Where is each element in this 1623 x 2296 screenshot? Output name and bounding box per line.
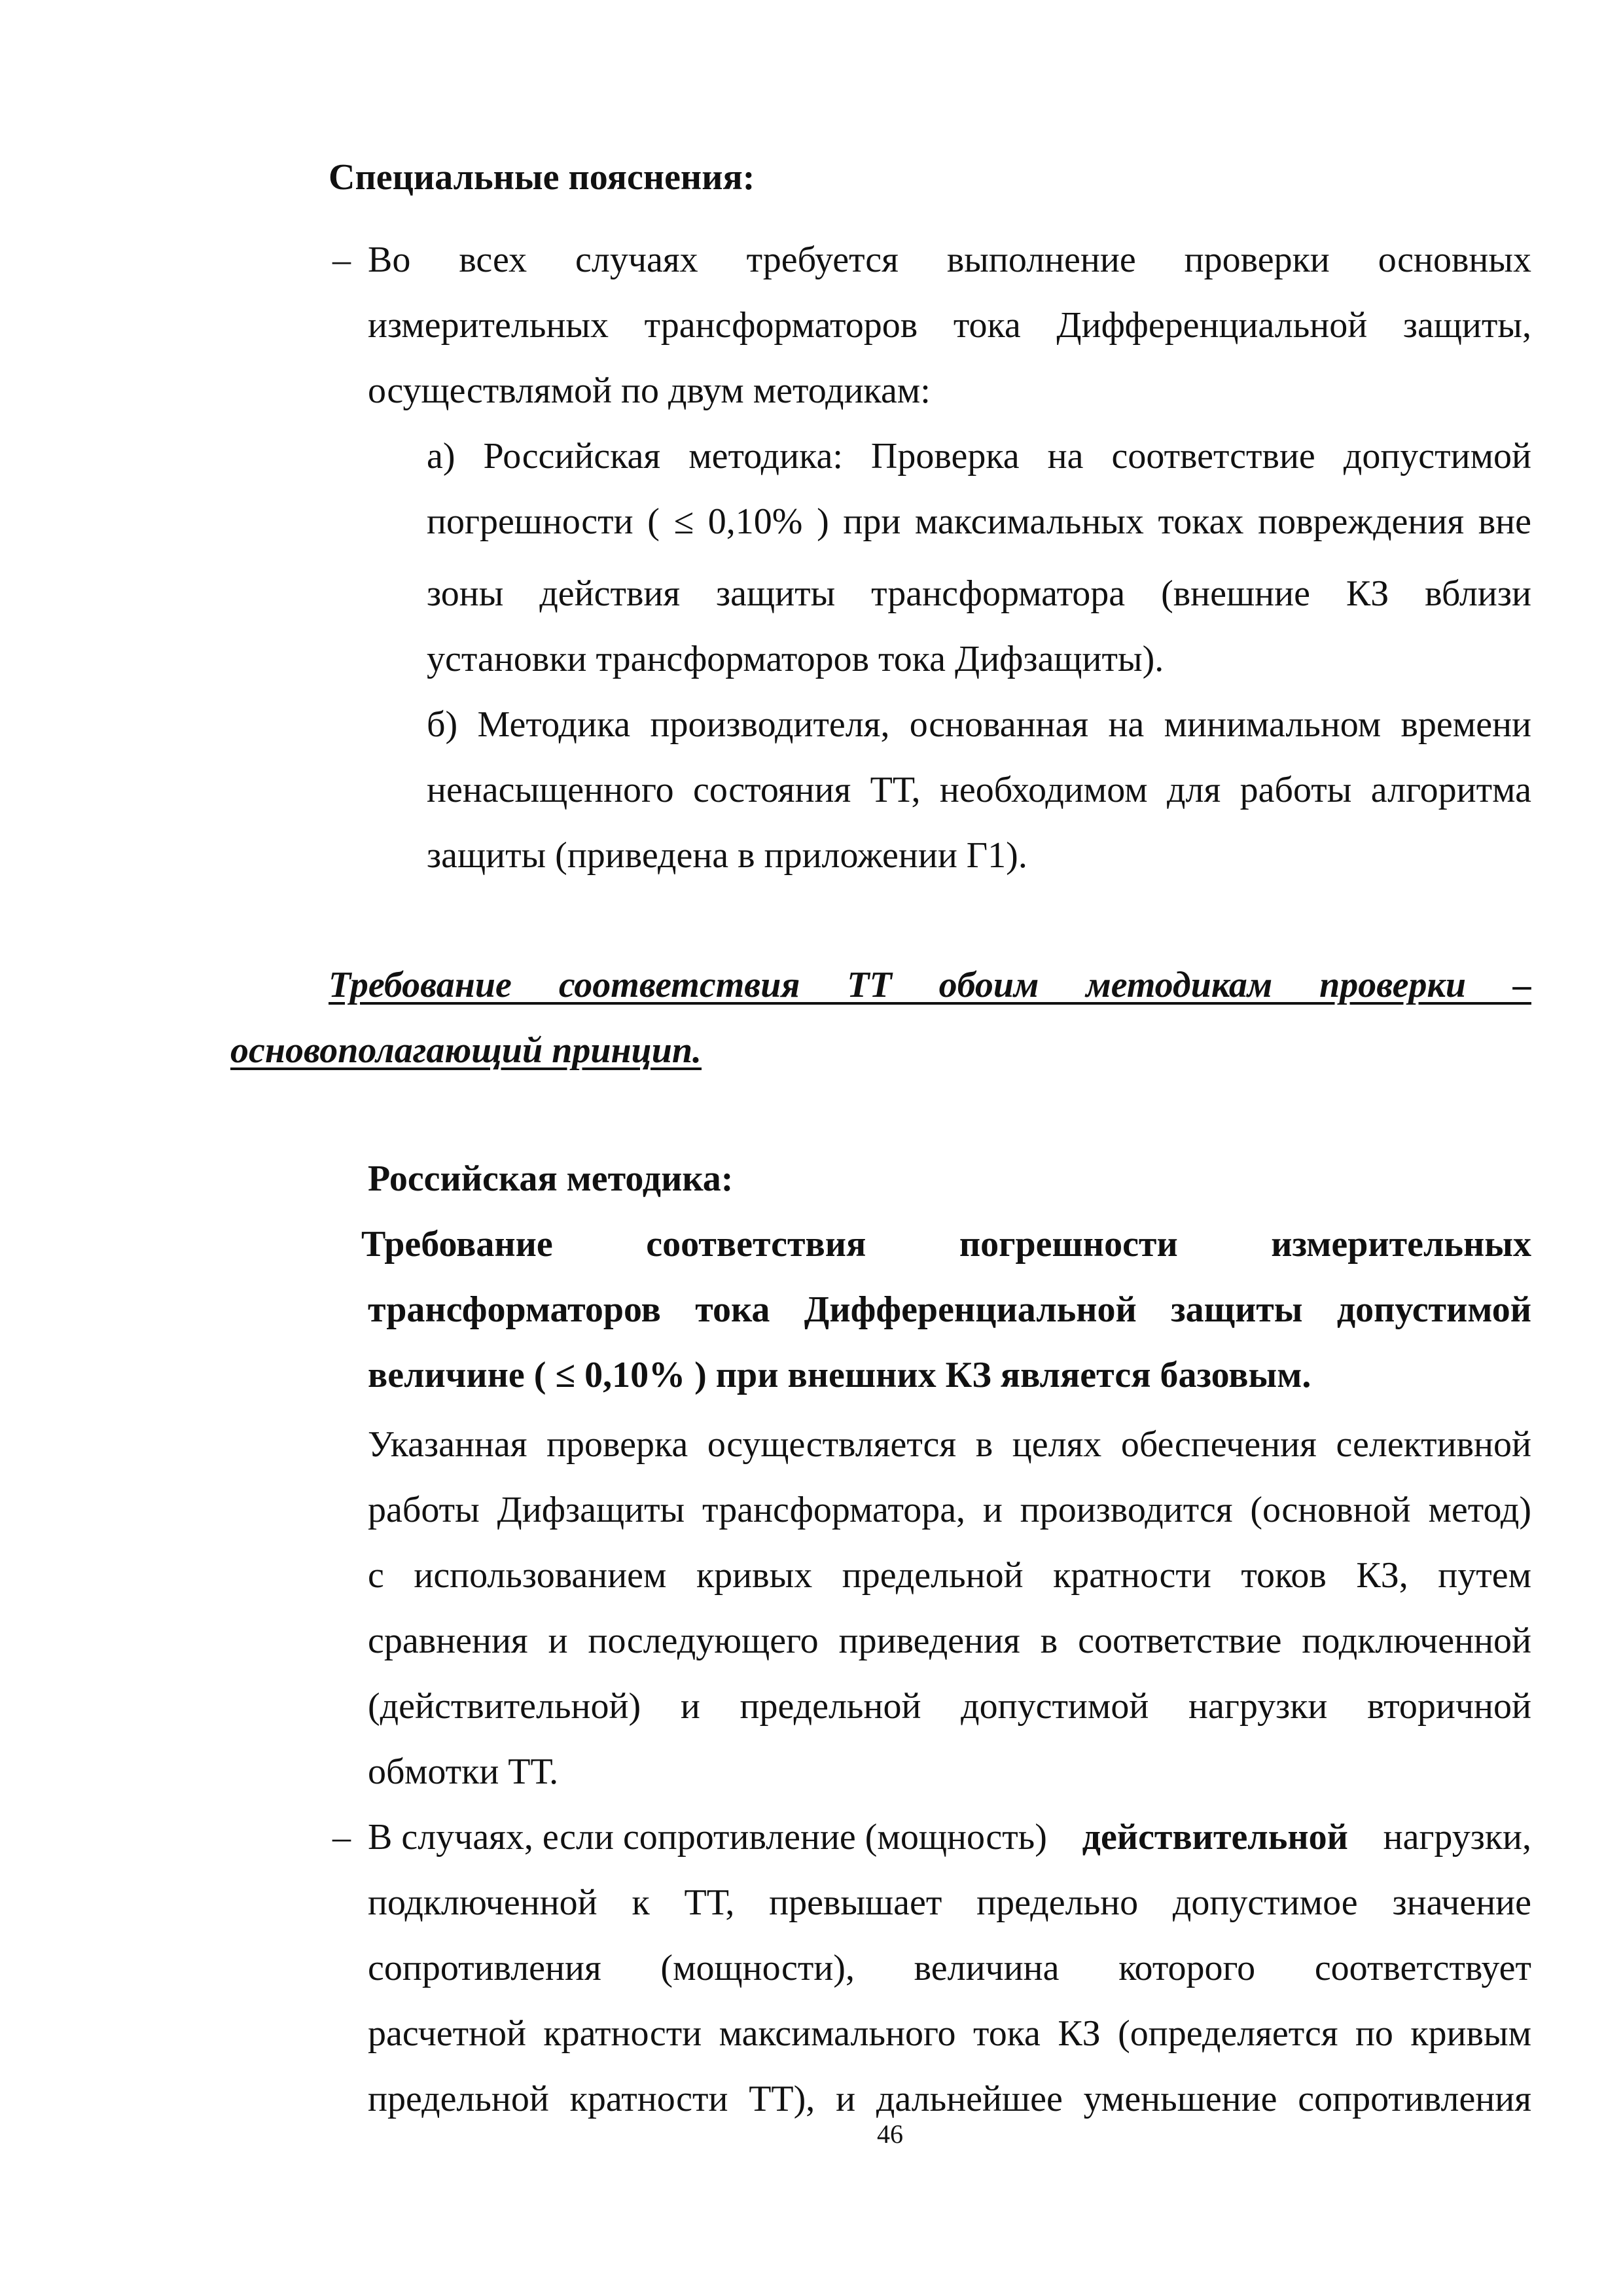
item-a-line1: а) Российская методика: Проверка на соответствие допустимой: [427, 436, 1531, 476]
paragraph-line3: с использованием кривых предельной кратности токов КЗ, путем: [368, 1555, 1531, 1596]
bullet1-line2: измерительных трансформаторов тока Дифференциальной защиты,: [368, 305, 1531, 346]
paragraph-line4: сравнения и последующего приведения в соответствие подключенной: [368, 1621, 1531, 1661]
paragraph-line6: обмотки ТТ.: [368, 1751, 559, 1792]
bullet2-line3: сопротивления (мощности), величина которого соответствует: [368, 1948, 1531, 1988]
bullet2-start: В случаях, если сопротивление (мощность): [368, 1817, 1047, 1857]
requirement-line3: величине ( ≤ 0,10% ) при внешних КЗ является базовым.: [368, 1355, 1311, 1395]
russian-method-heading: Российская методика:: [368, 1158, 734, 1199]
bullet-dash: –: [332, 1817, 351, 1857]
item-a-line2: погрешности ( ≤ 0,10% ) при максимальных токах повреждения вне: [427, 501, 1531, 542]
principle-line2: основополагающий принцип.: [230, 1030, 702, 1071]
paragraph-line2: работы Дифзащиты трансформатора, и производится (основной метод): [368, 1490, 1531, 1530]
bullet2-bold: действительной: [1082, 1817, 1348, 1857]
bullet2-end: нагрузки,: [1383, 1817, 1531, 1857]
bullet1-line3: осуществлямой по двум методикам:: [368, 370, 931, 411]
item-a-line3: зоны действия защиты трансформатора (внешние КЗ вблизи: [427, 573, 1531, 614]
requirement-line2: трансформаторов тока Дифференциальной защиты допустимой: [368, 1289, 1531, 1330]
item-b-line2: ненасыщенного состояния ТТ, необходимом для работы алгоритма: [427, 770, 1531, 810]
bullet2-line1: [368, 1814, 1531, 1860]
bullet-dash: –: [332, 240, 351, 280]
item-a-line4: установки трансформаторов тока Дифзащиты).: [427, 639, 1164, 679]
bullet1-line1: Во всех случаях требуется выполнение проверки основных: [368, 240, 1531, 280]
bullet2-line2: подключенной к ТТ, превышает предельно допустимое значение: [368, 1882, 1531, 1923]
requirement-line1: Требование соответствия погрешности измерительных: [361, 1224, 1531, 1265]
special-notes-heading: Специальные пояснения:: [329, 157, 755, 198]
bullet2-line4: расчетной кратности максимального тока КЗ (определяется по кривым: [368, 2013, 1531, 2054]
item-b-line3: защиты (приведена в приложении Г1).: [427, 835, 1027, 876]
bullet2-line5: предельной кратности ТТ), и дальнейшее уменьшение сопротивления: [368, 2079, 1531, 2119]
paragraph-line1: Указанная проверка осуществляется в целях обеспечения селективной: [368, 1424, 1531, 1465]
paragraph-line5: (действительной) и предельной допустимой нагрузки вторичной: [368, 1686, 1531, 1727]
page-number: 46: [877, 2119, 903, 2149]
item-b-line1: б) Методика производителя, основанная на минимальном времени: [427, 704, 1531, 745]
principle-line1: Требование соответствия ТТ обоим методикам проверки –: [329, 965, 1531, 1005]
